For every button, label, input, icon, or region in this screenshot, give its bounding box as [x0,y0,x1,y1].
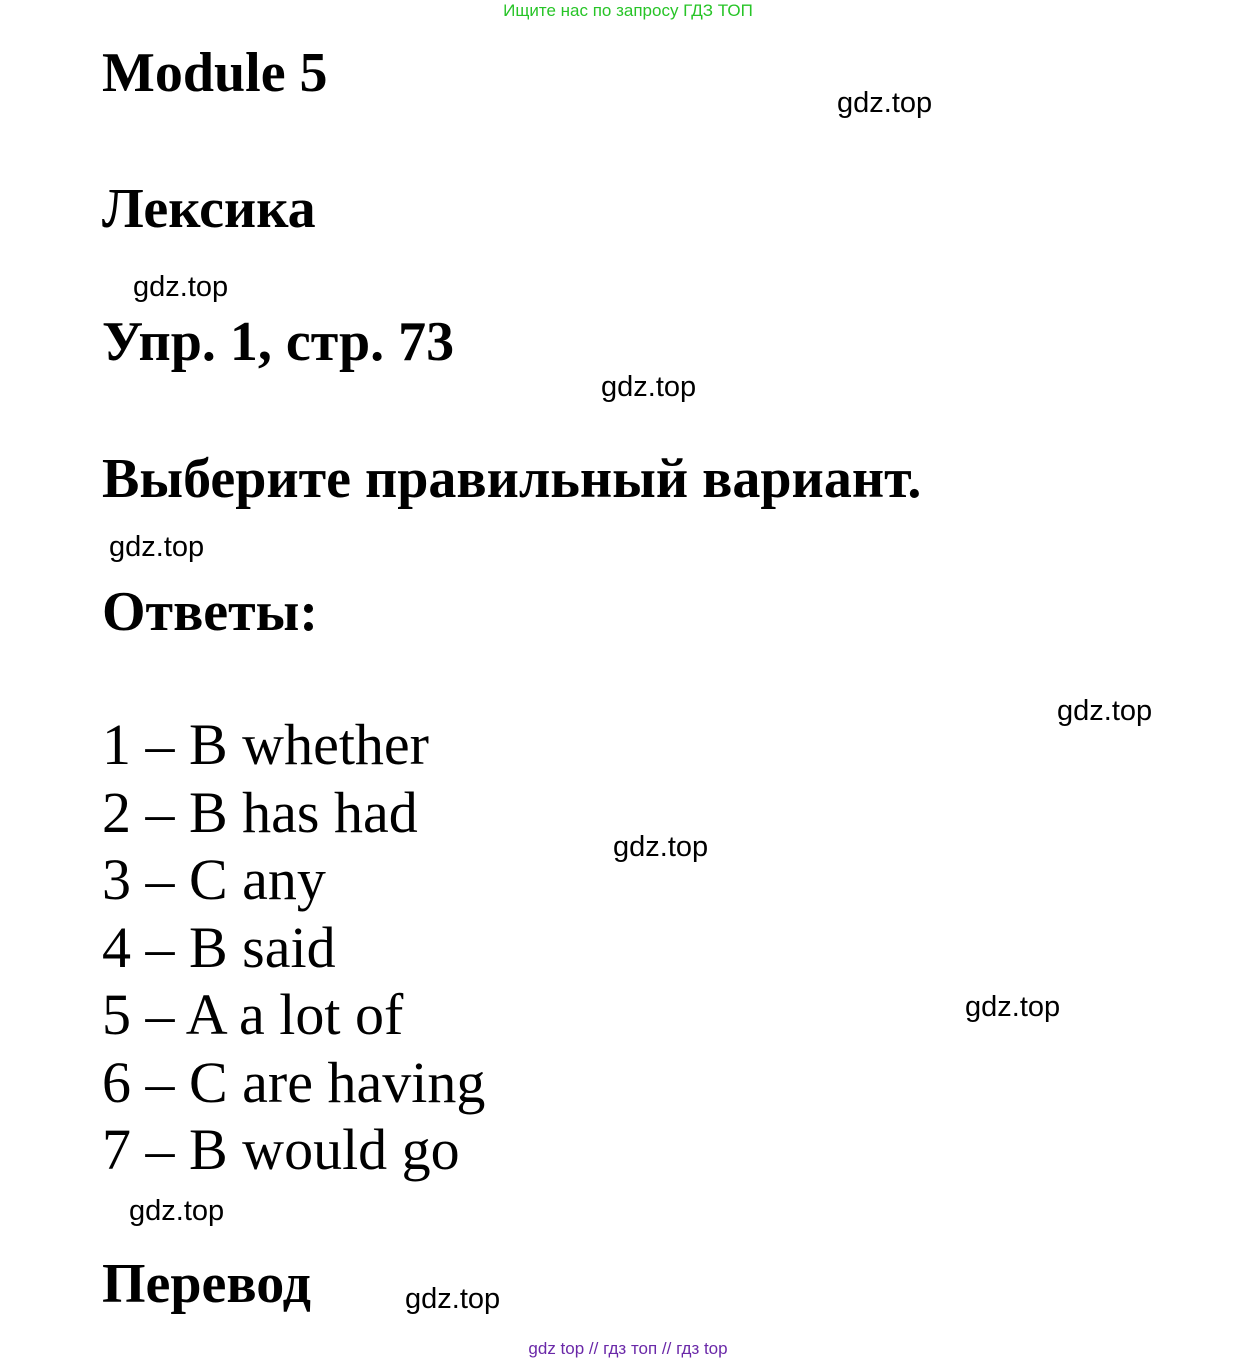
watermark: gdz.top [109,531,205,563]
watermark: gdz.top [133,271,229,303]
answer-item: 6 – C are having [102,1049,486,1115]
answer-item: 2 – B has had [102,779,418,845]
watermark: gdz.top [405,1283,501,1315]
answers-heading: Ответы: [102,581,319,643]
answer-item: 1 – B whether [102,712,429,777]
answers-list [102,711,485,1184]
answer-item: 4 – B said [102,914,336,980]
translation-heading: Перевод [102,1253,311,1315]
watermark: gdz.top [965,991,1061,1023]
section-title-lexika: Лексика [102,178,316,240]
module-title: Module 5 [102,42,328,104]
watermark: gdz.top [1057,695,1153,727]
answer-item: 3 – C any [102,847,326,912]
watermark: gdz.top [837,87,933,119]
watermark: gdz.top [613,831,709,863]
answer-item: 7 – B would go [102,1117,460,1182]
exercise-instruction: Выберите правильный вариант. [102,448,922,510]
watermark: gdz.top [129,1195,225,1227]
exercise-title: Упр. 1, стр. 73 [102,311,455,373]
answer-item: 5 – A a lot of [102,982,404,1047]
footer-watermark: gdz top // гдз топ // гдз top [528,1339,728,1358]
watermark: gdz.top [601,371,697,403]
search-banner: Ищите нас по запросу ГДЗ ТОП [503,1,753,20]
